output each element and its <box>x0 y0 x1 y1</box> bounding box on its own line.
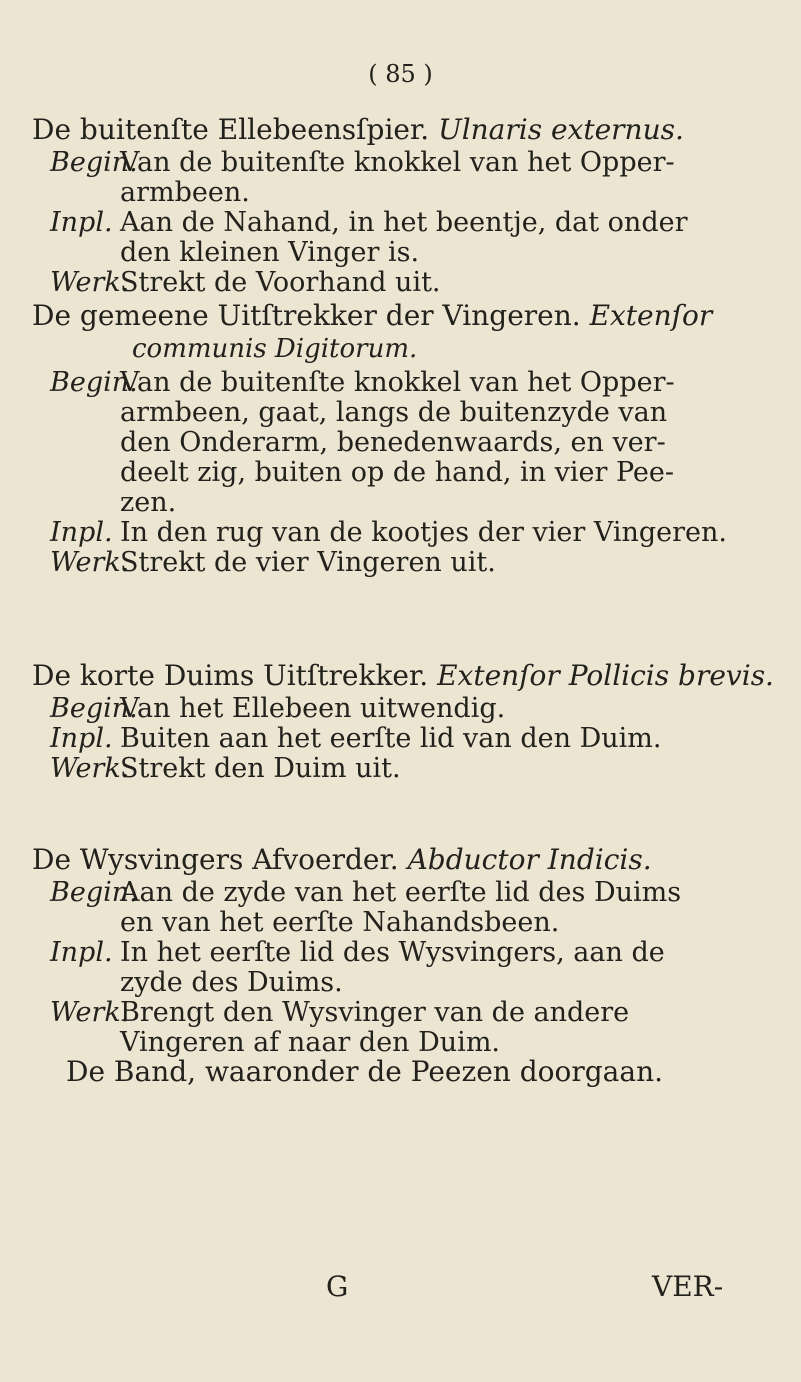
entry-latin-name: Extenſor Pollicis brevis. <box>437 659 774 692</box>
entry-row <box>32 938 772 998</box>
row-label: Begin. <box>50 877 138 908</box>
entry-title: De Band, waaronder de Peezen doorgaan. <box>66 1055 663 1088</box>
row-label: Inpl. <box>50 517 113 548</box>
entry-latin-name: Abductor Indicis. <box>407 843 652 876</box>
entry-title: De Wysvingers Afvoerder. <box>32 843 399 876</box>
entry-row <box>32 368 772 518</box>
row-label: Werk. <box>50 753 130 784</box>
row-label: Begin. <box>50 367 138 398</box>
row-text: Strekt den Duim uit. <box>120 753 401 784</box>
muscle-entry <box>32 112 772 298</box>
entry-row <box>32 724 772 754</box>
row-label: Werk. <box>50 267 130 298</box>
entry-title: De gemeene Uitſtrekker der Vingeren. <box>32 299 581 332</box>
row-text: Van het Ellebeen uitwendig. <box>120 693 506 724</box>
entry-row <box>32 548 772 578</box>
entry-latin-name: Extenſor <box>589 299 713 332</box>
entry-row <box>32 148 772 208</box>
muscle-entry <box>32 298 772 578</box>
entry-row <box>32 998 772 1058</box>
row-text: Strekt de vier Vingeren uit. <box>120 547 496 578</box>
entry-heading <box>32 842 772 878</box>
entry-row <box>32 518 772 548</box>
muscle-entry <box>32 842 772 1058</box>
page-number: ( 85 ) <box>368 60 433 88</box>
catchword: VER- <box>652 1270 724 1303</box>
entry-row <box>32 754 772 784</box>
row-text: In den rug van de kootjes der vier Vingeren. <box>120 517 727 548</box>
entry-row <box>32 208 772 268</box>
row-text: Brengt den Wysvinger van de andere Vingeren af naar den Duim. <box>120 997 630 1058</box>
entry-heading <box>66 1054 801 1090</box>
row-label: Begin. <box>50 147 138 178</box>
row-text: Van de buitenſte knokkel van het Opper- armbeen. <box>120 147 675 208</box>
entry-title: De buitenſte Ellebeensſpier. <box>32 113 430 146</box>
muscle-entry <box>32 658 772 784</box>
signature-mark: G <box>326 1270 349 1303</box>
row-label: Inpl. <box>50 937 113 968</box>
row-text: In het eerſte lid des Wysvingers, aan de zyde des Duims. <box>120 937 665 998</box>
entry-row <box>32 878 772 938</box>
entry-heading <box>32 298 772 334</box>
row-text: Aan de zyde van het eerſte lid des Duims en van het eerſte Nahandsbeen. <box>120 877 682 938</box>
row-label: Werk. <box>50 997 130 1028</box>
row-label: Inpl. <box>50 207 113 238</box>
row-text: Aan de Nahand, in het beentje, dat onder den kleinen Vinger is. <box>120 207 688 268</box>
row-label: Begin. <box>50 693 138 724</box>
entry-heading <box>32 658 772 694</box>
entry-heading <box>32 112 772 148</box>
entry-latin-continuation: communis Digitorum. <box>132 334 418 364</box>
row-text: Buiten aan het eerſte lid van den Duim. <box>120 723 662 754</box>
entry-row <box>32 268 772 298</box>
muscle-entry <box>66 1054 801 1090</box>
row-label: Werk. <box>50 547 130 578</box>
row-label: Inpl. <box>50 723 113 754</box>
entry-title: De korte Duims Uitſtrekker. <box>32 659 429 692</box>
entry-latin-name: Ulnaris externus. <box>438 113 684 146</box>
entry-row <box>32 694 772 724</box>
row-text: Strekt de Voorhand uit. <box>120 267 441 298</box>
row-text: Van de buitenſte knokkel van het Opper- armbeen, gaat, langs de buitenzyde van den Onderarm, benedenwaards, en ver- deelt zig, buiten op de hand, in vier Pee- zen. <box>120 367 675 518</box>
